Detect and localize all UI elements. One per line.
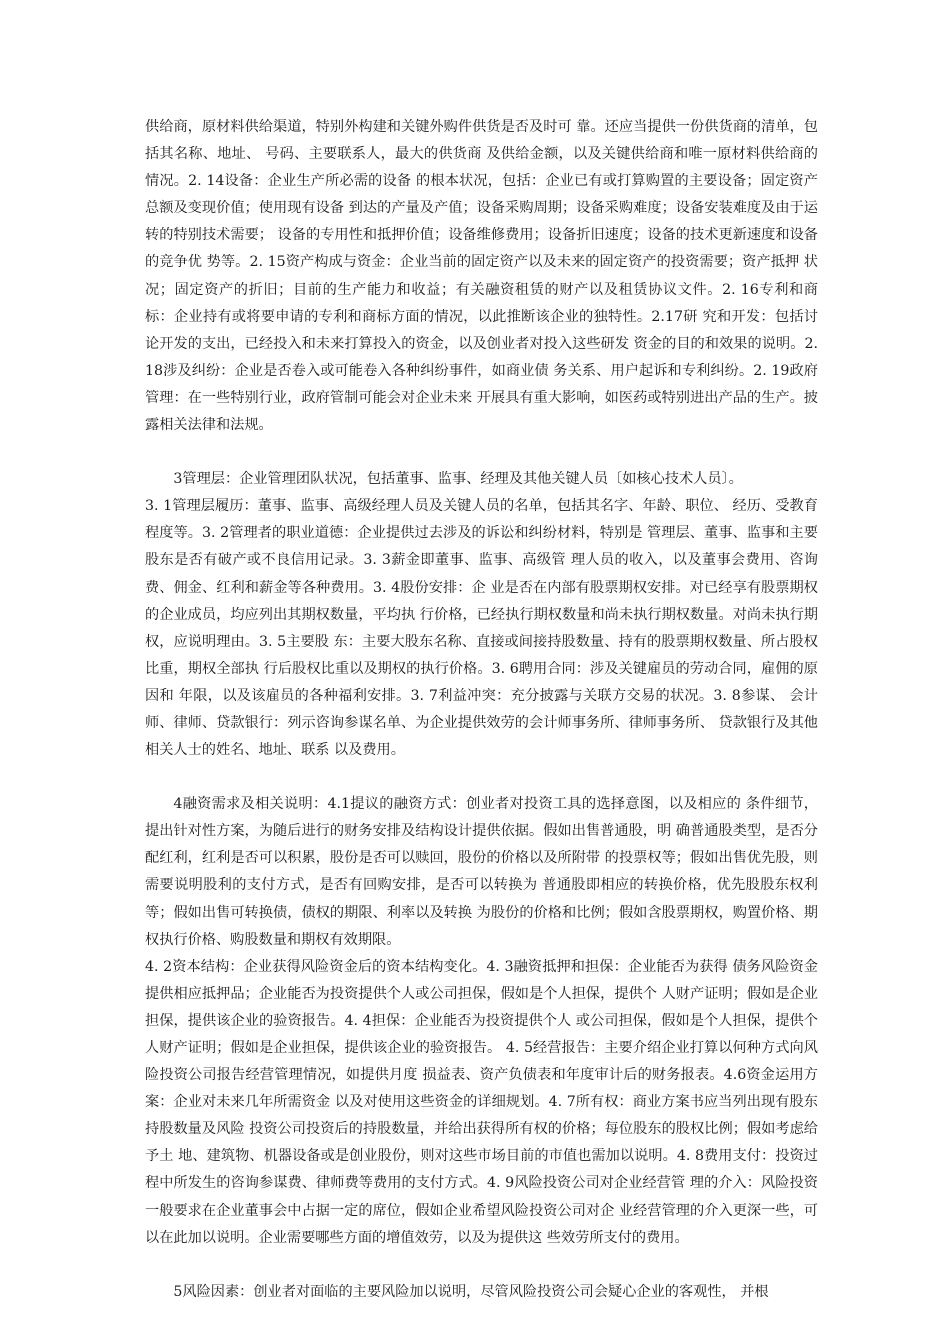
paragraph-capital-structure: 4. 2资本结构：企业获得风险资金后的资本结构变化。4. 3融资抵押和担保：企业能否为获得 债务风险资金提供相应抵押品；企业能否为投资提供个人或公司担保，假如是个人担保，提供个 人财产证明；假如是企业担保，提供该企业的验资报告。4. 4担保：企业能否为投资提供个人 或公司担保，假如是个人担保，提供个人财产证明；假如是企业担保，提供该企业的验资报告。 4. 5经营报告：主要介绍企业打算以何种方式向风险投资公司报告经营管理情况，如提供月度 损益表、资产负债表和年度审计后的财务报表。4.6资金运用方案：企业对未来几年所需资金 以及对使用这些资金的详细规划。4. 7所有权：商业方案书应当列出现有股东持股数量及风险 投资公司投资后的持股数量，并给出获得所有权的价格；每位股东的股权比例；假如考虑给予土 地、建筑物、机器设备或是创业股份，则对这些市场目前的市值也需加以说明。4. 8费用支付：投资过程中所发生的咨询参谋费、律师费等费用的支付方式。4. 9风险投资公司对企业经营管 理的介入：风险投资一般要求在企业董事会中占据一定的席位，假如企业希望风险投资公司对企 业经营管理的介入更深一些，可以在此加以说明。企业需要哪些方面的增值效劳，以及为提供这 些效劳所支付的费用。 — [145, 958, 818, 1246]
paragraph-supply-equipment: 供给商，原材料供给渠道，特别外构建和关键外购件供货是否及时可 靠。还应当提供一份供货商的清单，包括其名称、地址、 号码、主要联系人，最大的供货商 及供给金额，以及关键供给商和唯一原材料供给商的情况。2. 14设备：企业生产所必需的设备 的根本状况，包括：企业已有或打算购置的主要设备；固定资产总额及变现价值；使用现有设备 到达的产量及产值；设备采购周期；设备采购难度；设备安装难度及由于运转的特别技术需要； 设备的专用性和抵押价值；设备维修费用；设备折旧速度；设备的技术更新速度和设备的竞争优 势等。2. 15资产构成与资金：企业当前的固定资产以及未来的固定资产的投资需要；资产抵押 状况；固定资产的折旧；目前的生产能力和收益；有关融资租赁的财产以及租赁协议文件。2. 16专利和商标：企业持有或将要申请的专利和商标方面的情况，以此推断该企业的独特性。2.17研 究和开发：包括讨论开发的支出，已经投入和未来打算投入的资金，以及创业者对投入这些研发 资金的目的和效果的说明。2.18涉及纠纷：企业是否卷入或可能卷入各种纠纷事件，如商业债 务关系、用户起诉和专利纠纷。2. 19政府管理：在一些特别行业，政府管制可能会对企业未来 开展具有重大影响，如医药或特别进出产品的生产。披露相关法律和法规。 — [145, 119, 818, 434]
document-page — [145, 114, 818, 1306]
paragraph-management-heading: 3管理层：企业管理团队状况，包括董事、监事、经理及其他关键人员〔如核心技术人员〕。 — [173, 471, 743, 488]
paragraph-risk-factors: 5风险因素：创业者对面临的主要风险加以说明，尽管风险投资公司会疑心企业的客观性， 并根 — [173, 1283, 769, 1300]
paragraph-financing-needs: 4融资需求及相关说明：4.1提议的融资方式：创业者对投资工具的选择意图，以及相应的 条件细节，提出针对性方案，为随后进行的财务安排及结构设计提供依据。假如出售普通股，明 确普通股类型，是否分配红利，红利是否可以积累，股份是否可以赎回，股份的价格以及所附带 的投票权等；假如出售优先股，则需要说明股利的支付方式，是否有回购安排，是否可以转换为 普通股即相应的转换价格，优先股股东权利等；假如出售可转换债，债权的期限、利率以及转换 为股份的价格和比例；假如含股票期权，购置价格、期权执行价格、购股数量和期权有效期限。 — [145, 796, 818, 948]
paragraph-management-details: 3. 1管理层履历：董事、监事、高级经理人员及关键人员的名单，包括其名字、年龄、职位、 经历、受教育程度等。3. 2管理者的职业道德：企业提供过去涉及的诉讼和纠纷材料，特别是 管理层、董事、监事和主要股东是否有破产或不良信用记录。3. 3薪金即董事、监事、高级管 理人员的收入，以及董事会费用、咨询费、佣金、红利和薪金等各种费用。3. 4股份安排：企 业是否在内部有股票期权安排。对已经享有股票期权的企业成员，均应列出其期权数量，平均执 行价格，已经执行期权数量和尚未执行期权数量。对尚未执行期权，应说明理由。3. 5主要股 东：主要大股东名称、直接或间接持股数量、持有的股票期权数量、所占股权比重，期权全部执 行后股权比重以及期权的执行价格。3. 6聘用合同：涉及关键雇员的劳动合同，雇佣的原因和 年限，以及该雇员的各种福利安排。3. 7利益冲突：充分披露与关联方交易的状况。3. 8参谋、 会计师、律师、贷款银行：列示咨询参谋名单、为企业提供效劳的会计师事务所、律师事务所、 贷款银行及其他相关人士的姓名、地址、联系 以及费用。 — [145, 498, 818, 759]
